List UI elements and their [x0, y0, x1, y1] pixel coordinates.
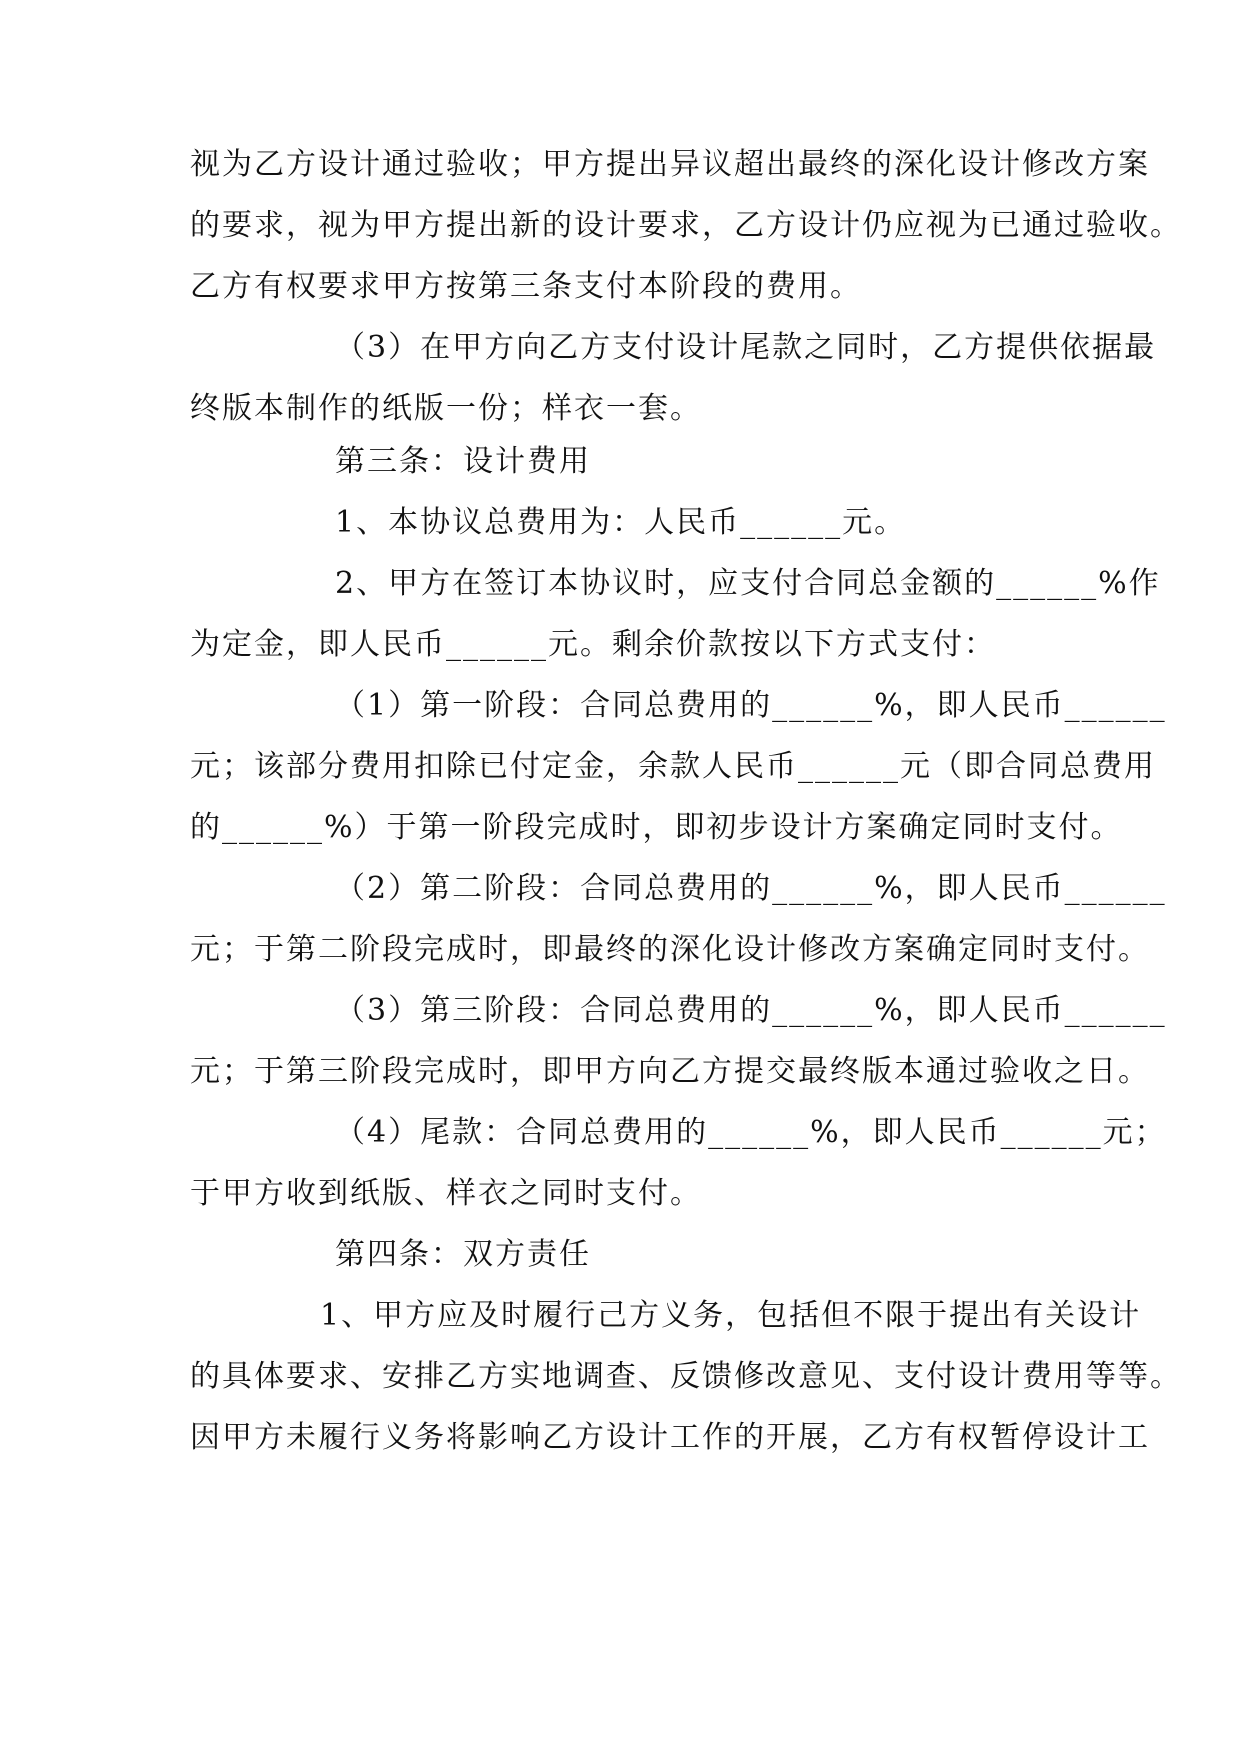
clause-line: 1、甲方应及时履行己方义务，包括但不限于提出有关设计	[320, 1298, 1142, 1333]
body-line: 的要求，视为甲方提出新的设计要求，乙方设计仍应视为已通过验收。	[190, 208, 1182, 243]
clause-line: （3）第三阶段：合同总费用的______%，即人民币______	[335, 993, 1167, 1028]
clause-line: （3）在甲方向乙方支付设计尾款之同时，乙方提供依据最	[335, 330, 1157, 365]
body-line: 终版本制作的纸版一份；样衣一套。	[190, 391, 702, 426]
clause-line: 2、甲方在签订本协议时，应支付合同总金额的______%作	[335, 566, 1161, 601]
body-line: 于甲方收到纸版、样衣之同时支付。	[190, 1176, 702, 1211]
body-line: 因甲方未履行义务将影响乙方设计工作的开展，乙方有权暂停设计工	[190, 1420, 1150, 1455]
body-line: 元；于第三阶段完成时，即甲方向乙方提交最终版本通过验收之日。	[190, 1054, 1150, 1089]
clause-line: 1、本协议总费用为：人民币______元。	[335, 505, 907, 540]
body-line: 乙方有权要求甲方按第三条支付本阶段的费用。	[190, 269, 862, 304]
section-heading: 第四条：双方责任	[335, 1237, 591, 1272]
body-line: 为定金，即人民币______元。剩余价款按以下方式支付：	[190, 627, 996, 662]
clause-line: （1）第一阶段：合同总费用的______%，即人民币______	[335, 688, 1167, 723]
body-line: 元；该部分费用扣除已付定金，余款人民币______元（即合同总费用	[190, 749, 1156, 784]
section-heading: 第三条：设计费用	[335, 444, 591, 479]
body-line: 的______%）于第一阶段完成时，即初步设计方案确定同时支付。	[190, 810, 1123, 845]
clause-line: （4）尾款：合同总费用的______%，即人民币______元；	[335, 1115, 1167, 1150]
body-line: 元；于第二阶段完成时，即最终的深化设计修改方案确定同时支付。	[190, 932, 1150, 967]
body-line: 的具体要求、安排乙方实地调查、反馈修改意见、支付设计费用等等。	[190, 1359, 1182, 1394]
clause-line: （2）第二阶段：合同总费用的______%，即人民币______	[335, 871, 1167, 906]
body-line: 视为乙方设计通过验收；甲方提出异议超出最终的深化设计修改方案	[190, 147, 1150, 182]
